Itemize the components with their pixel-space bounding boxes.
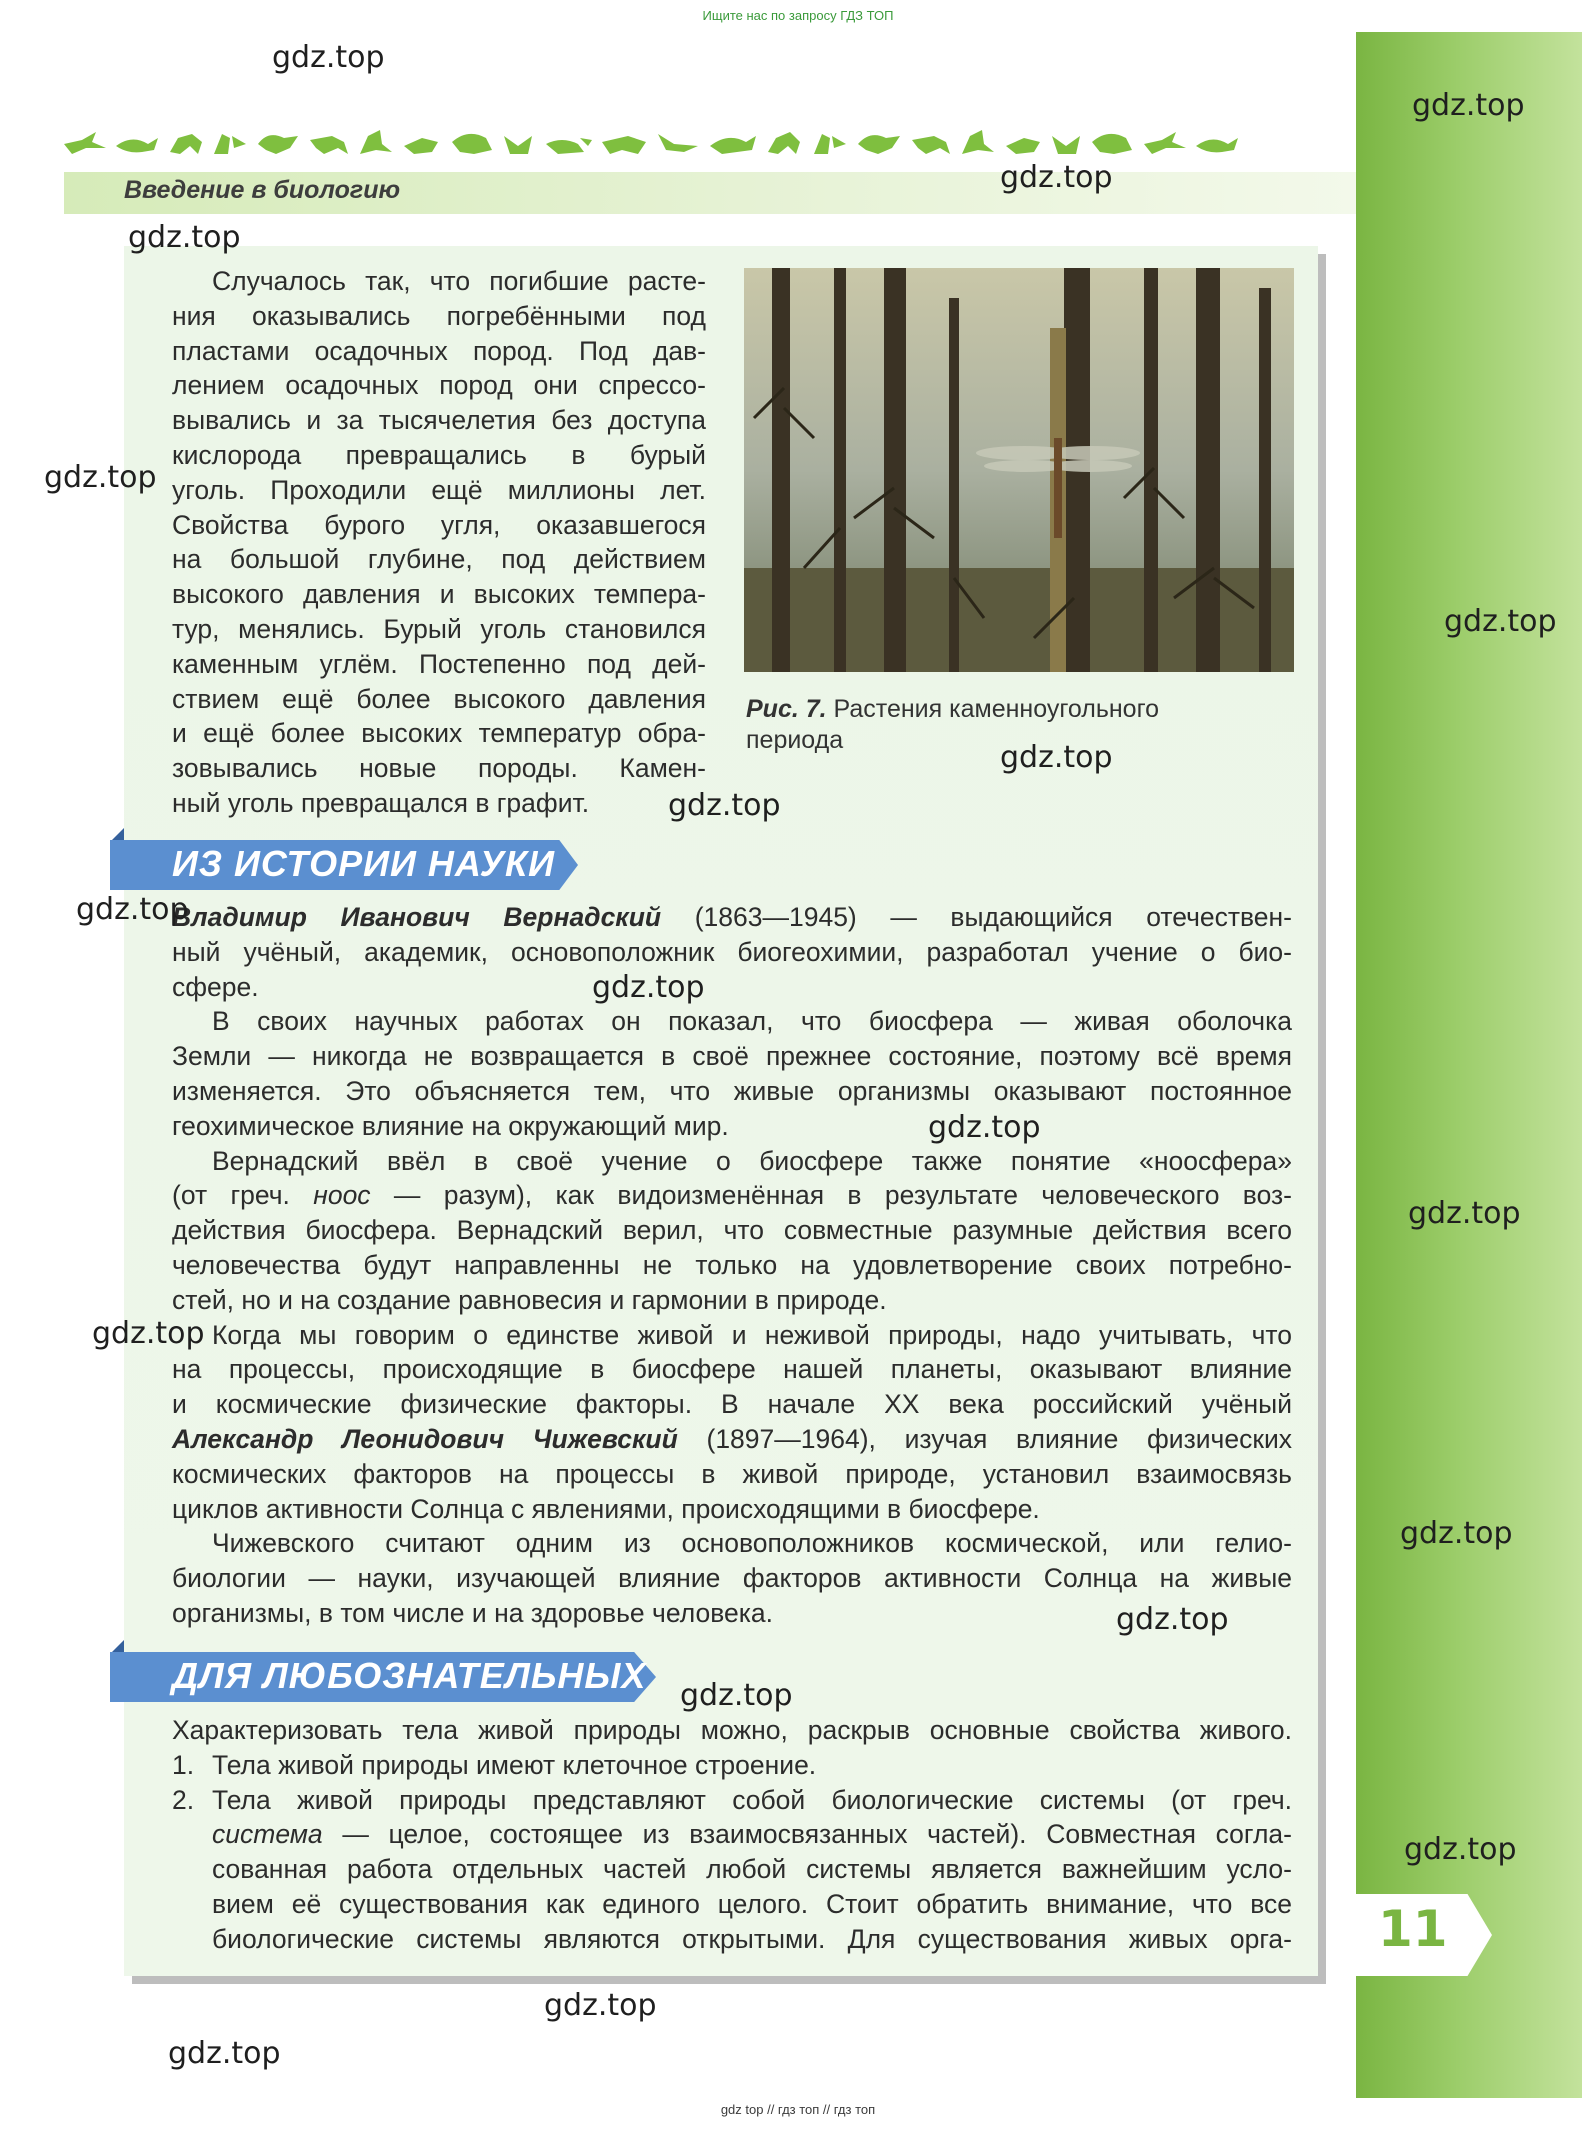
text-line: ный учёный, академик, основоположник биогеохимии, разработал учение о био- [172, 936, 1292, 967]
text-line: лением осадочных пород они спрессо- [172, 370, 706, 401]
text-line: пластами осадочных пород. Под дав- [172, 335, 706, 366]
text-line: стей, но и на создание равновесия и гармонии в природе. [172, 1284, 887, 1315]
text-line: вывались и за тысячелетия без доступа [172, 405, 706, 436]
text-line: биологии — науки, изучающей влияние факторов активности Солнца на живые [172, 1563, 1292, 1594]
text-line: ствием ещё более высокого давления [172, 683, 706, 714]
carboniferous-forest-illustration-icon [744, 268, 1294, 672]
list-item: 1. Тела живой природы имеют клеточное строение. [172, 1749, 817, 1780]
text-line: на большой глубине, под действием [172, 544, 706, 575]
watermark[interactable]: gdz.top [928, 1110, 1041, 1145]
text-line: зовывались новые породы. Камен- [172, 753, 706, 784]
curious-section [172, 1713, 1292, 1957]
text-line: геохимическое влияние на окружающий мир. [172, 1110, 729, 1141]
watermark[interactable]: gdz.top [1000, 740, 1113, 775]
text-line: Случалось так, что погибшие расте- [212, 266, 706, 296]
text-line: Чижевского считают одним из основоположников космической, или гелио- [212, 1528, 1292, 1559]
ribbon-fold [110, 1640, 124, 1654]
watermark[interactable]: gdz.top [1400, 1516, 1513, 1551]
figure-label: Рис. 7. [746, 695, 827, 723]
curious-ribbon-title: ДЛЯ ЛЮБОЗНАТЕЛЬНЫХ [172, 1655, 647, 1696]
watermark[interactable]: gdz.top [1408, 1196, 1521, 1231]
figure-caption-line1: Растения каменноугольного [826, 695, 1160, 723]
text-line: Александр Леонидович Чижевский (1897—1964), изучая влияние физических [172, 1423, 1292, 1454]
watermark[interactable]: gdz.top [92, 1316, 205, 1351]
watermark[interactable]: gdz.top [1444, 604, 1557, 639]
history-ribbon-title: ИЗ ИСТОРИИ НАУКИ [172, 843, 555, 884]
text-line: кислорода превращались в бурый [172, 439, 706, 470]
text-line: система — целое, состоящее из взаимосвязанных частей). Совместная согла- [212, 1819, 1292, 1850]
text-line: космических факторов на процессы в живой природе, установил взаимосвязь [172, 1458, 1292, 1489]
side-color-strip [1356, 32, 1582, 2098]
text-line: уголь. Проходили ещё миллионы лет. [172, 474, 706, 505]
figure-caption-line2: периода [746, 726, 844, 754]
vernadsky-name: Владимир Иванович Вернадский [172, 902, 662, 932]
watermark[interactable]: gdz.top [544, 1988, 657, 2023]
watermark[interactable]: gdz.top [592, 970, 705, 1005]
text-line: ния оказывались погребёнными под [172, 300, 706, 331]
page-number: 11 [1378, 1900, 1448, 1958]
text-line: вием её существования как единого целого. Стоит обратить внимание, что все [212, 1888, 1292, 1919]
text-line: Вернадский ввёл в своё учение о биосфере также понятие «ноосфера» [212, 1145, 1292, 1176]
text-line: циклов активности Солнца с явлениями, происходящими в биосфере. [172, 1493, 1040, 1524]
text-line: Когда мы говорим о единстве живой и неживой природы, надо учитывать, что [212, 1319, 1292, 1350]
animal-silhouettes-decoration-icon [62, 124, 1252, 162]
text-line: изменяется. Это объясняется тем, что живые организмы оказывают постоянное [172, 1075, 1292, 1106]
watermark[interactable]: gdz.top [680, 1678, 793, 1713]
chizhevsky-name: Александр Леонидович Чижевский [172, 1423, 678, 1454]
text-line: Владимир Иванович Вернадский (1863—1945) — выдающийся отечествен- [172, 902, 1292, 932]
text-line: (от греч. ноос — разум), как видоизменённая в результате человеческого воз- [172, 1180, 1292, 1211]
text-line: В своих научных работах он показал, что биосфера — живая оболочка [212, 1006, 1292, 1037]
history-section [172, 900, 1292, 1631]
text-line: на процессы, происходящие в биосфере нашей планеты, оказывают влияние [172, 1354, 1292, 1385]
intro-paragraph [172, 264, 706, 821]
ribbon-fold [110, 828, 124, 842]
list-item: 2. Тела живой природы представляют собой биологические системы (от греч. [172, 1784, 1292, 1815]
text-line: тур, менялись. Бурый уголь становился [172, 613, 706, 644]
watermark[interactable]: gdz.top [76, 892, 189, 927]
text-line: Земли — никогда не возвращается в своё прежнее состояние, поэтому всё время [172, 1041, 1292, 1072]
text-line: и космические физические факторы. В начале XX века российский учёный [172, 1389, 1292, 1420]
bottom-banner[interactable]: gdz top // гдз топ // гдз топ [720, 2102, 876, 2117]
watermark[interactable]: gdz.top [1116, 1602, 1229, 1637]
watermark[interactable]: gdz.top [272, 40, 385, 75]
watermark[interactable]: gdz.top [128, 220, 241, 255]
text-line: ный уголь превращался в графит. [172, 787, 590, 818]
text-line: высокого давления и высоких темпера- [172, 579, 706, 610]
text-line: каменным углём. Постепенно под дей- [172, 648, 706, 679]
watermark[interactable]: gdz.top [168, 2036, 281, 2071]
section-title: Введение в биологию [124, 176, 401, 204]
top-banner[interactable]: Ищите нас по запросу ГДЗ ТОП [702, 8, 894, 23]
watermark[interactable]: gdz.top [1412, 88, 1525, 123]
text-line: Характеризовать тела живой природы можно, раскрыв основные свойства живого. [172, 1715, 1292, 1745]
watermark[interactable]: gdz.top [44, 460, 157, 495]
text-line: Свойства бурого угля, оказавшегося [172, 509, 706, 540]
watermark[interactable]: gdz.top [668, 788, 781, 823]
text-line: биологические системы являются открытыми. Для существования живых орга- [212, 1923, 1292, 1954]
text-line: и ещё более высоких температур обра- [172, 718, 706, 749]
watermark[interactable]: gdz.top [1000, 160, 1113, 195]
text-line: сфере. [172, 971, 259, 1002]
watermark[interactable]: gdz.top [1404, 1832, 1517, 1867]
text-line: организмы, в том числе и на здоровье человека. [172, 1597, 773, 1628]
text-line: сованная работа отдельных частей любой системы является важнейшим усло- [212, 1854, 1292, 1885]
text-line: действия биосфера. Вернадский верил, что совместные разумные действия всего [172, 1215, 1292, 1246]
text-line: человечества будут направленны не только на удовлетворение своих потребно- [172, 1249, 1292, 1280]
